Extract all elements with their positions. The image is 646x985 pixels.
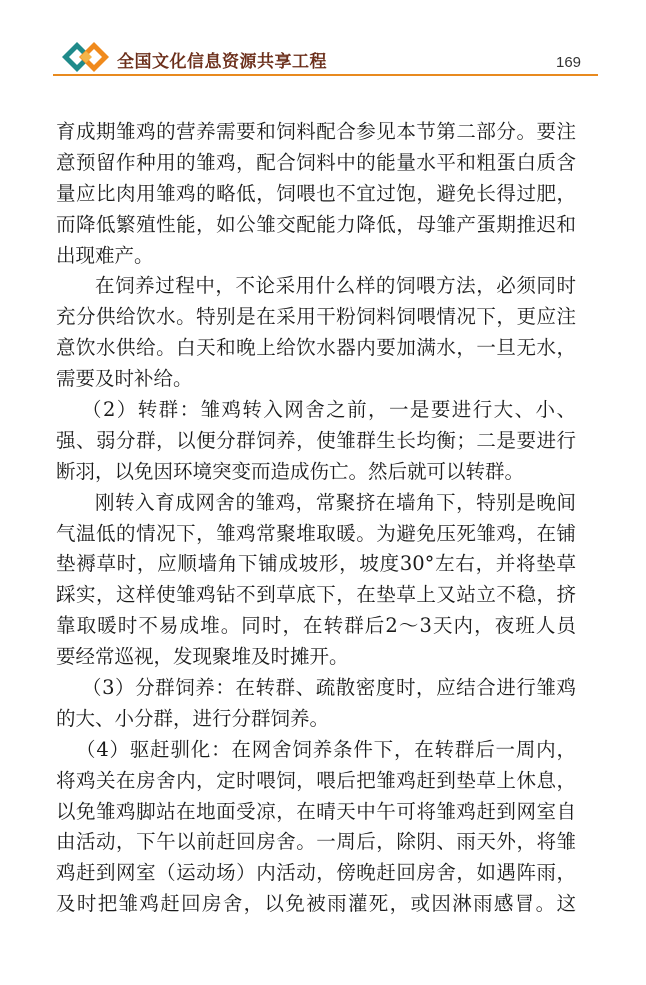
text-line: 将鸡关在房舍内，定时喂饲，喂后把雏鸡赶到垫草上休息， (56, 768, 576, 792)
text-line: 要经常巡视，发现聚堆及时摊开。 (56, 645, 349, 669)
text-line: 垫褥草时，应顺墙角下铺成坡形，坡度30°左右，并将垫草 (56, 552, 576, 576)
text-line: 刚转入育成网舍的雏鸡，常聚挤在墙角下，特别是晚间 (95, 490, 576, 514)
text-line: 充分供给饮水。特别是在采用干粉饲料饲喂情况下，更应注 (56, 305, 576, 329)
text-line: 意饮水供给。白天和晚上给饮水器内要加满水，一旦无水， (56, 336, 576, 360)
text-line: 由活动，下午以前赶回房舍。一周后，除阴、雨天外，将雏 (56, 830, 576, 854)
text-line: 以免雏鸡脚站在地面受凉，在晴天中午可将雏鸡赶到网室自 (56, 799, 576, 823)
text-line: （2）转群：雏鸡转入网舍之前，一是要进行大、小、 (82, 398, 576, 422)
diamond-logo-icon (60, 40, 116, 74)
text-line: 及时把雏鸡赶回房舍，以免被雨灌死，或因淋雨感冒。这 (56, 892, 576, 916)
text-line: 在饲养过程中，不论采用什么样的饲喂方法，必须同时 (95, 274, 576, 298)
text-line: 强、弱分群，以便分群饲养，使雏群生长均衡；二是要进行 (56, 428, 576, 452)
text-line: 量应比肉用雏鸡的略低，饲喂也不宜过饱，避免长得过肥， (56, 181, 576, 205)
text-line: 断羽，以免因环境突变而造成伤亡。然后就可以转群。 (56, 459, 525, 483)
text-line: 鸡赶到网室（运动场）内活动，傍晚赶回房舍，如遇阵雨， (56, 861, 576, 885)
page-number: 169 (556, 54, 582, 71)
text-line: （4）驱赶驯化：在网舍饲养条件下，在转群后一周内， (76, 737, 576, 761)
page-header (0, 0, 646, 82)
text-line: 育成期雏鸡的营养需要和饲料配合参见本节第二部分。要注 (56, 120, 576, 143)
text-line: 踩实，这样使雏鸡钻不到草底下，在垫草上又站立不稳，挤 (56, 583, 576, 607)
text-line: 靠取暖时不易成堆。同时，在转群后2～3天内，夜班人员 (56, 614, 576, 638)
header-divider (53, 74, 598, 76)
site-title: 全国文化信息资源共享工程 (117, 52, 327, 72)
text-line: （3）分群饲养：在转群、疏散密度时，应结合进行雏鸡 (82, 676, 576, 700)
text-line: 气温低的情况下，雏鸡常聚堆取暖。为避免压死雏鸡，在铺 (56, 521, 576, 545)
article-body (56, 117, 576, 920)
text-line: 意预留作种用的雏鸡，配合饲料中的能量水平和粗蛋白质含 (56, 150, 576, 174)
text-line: 出现难产。 (56, 243, 154, 267)
text-line: 的大、小分群，进行分群饲养。 (56, 706, 330, 730)
text-line: 而降低繁殖性能，如公雏交配能力降低，母雏产蛋期推迟和 (56, 212, 576, 236)
text-line: 需要及时补给。 (56, 367, 193, 391)
